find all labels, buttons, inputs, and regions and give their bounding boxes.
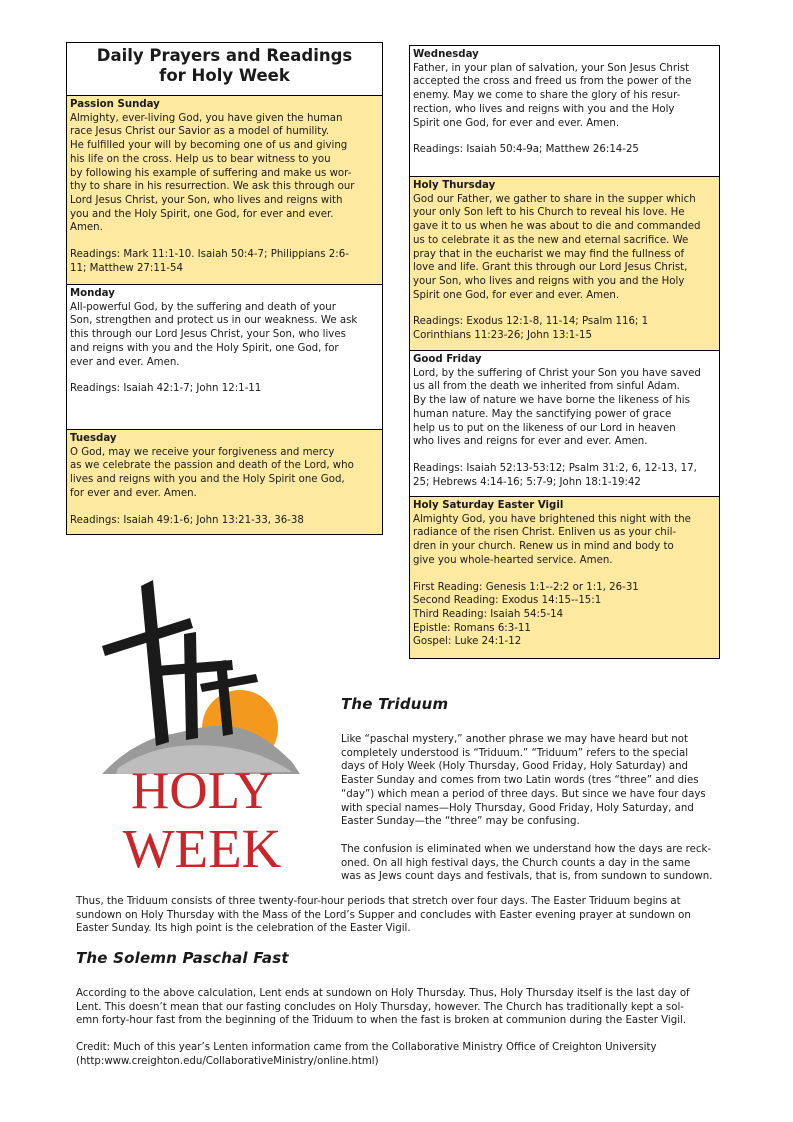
box-title-line1: Daily Prayers and Readings [96,46,353,65]
fast-heading: The Solemn Paschal Fast [76,949,289,967]
fast-paragraph: According to the above calculation, Lent ends at sundown on Holy Thursday. Thus, Holy Thursday itself is the last day of Lent. This doesn’t mean that our fasting concludes on Holy Thursday, however. The Church has traditionally kept a sol- emn forty-hour fast from the beginning of the Triduum to when the fast is broken at communion during the Easter Vigil. [76,988,690,1027]
day-good-friday [410,351,719,497]
day-readings: Readings: Mark 11:1-10. Isaiah 50:4-7; Philippians 2:6- 11; Matthew 27:11-54 [70,249,349,274]
cross-icon [102,580,193,746]
day-name: Wednesday [413,49,479,60]
day-prayer: O God, may we receive your forgiveness and mercy as we celebrate the passion and death of the Lord, who lives and reigns with you and the Holy Spirit one God, for ever and ever. Amen. [70,446,354,499]
box-title-line2: for Holy Week [159,66,290,85]
day-holy-saturday [410,497,719,658]
day-readings: Readings: Exodus 12:1-8, 11-14; Psalm 116; 1 Corinthians 11:23-26; John 13:1-15 [413,316,649,342]
day-prayer: Lord, by the suffering of Christ your Son you have saved us all from the death we inherited from sinful Adam. By the law of nature we have borne the likeness of his human nature. May the sanctifying power of grace help us to put on the likeness of our Lord in heaven who lives and reigns for ever and ever. Amen. [413,367,701,448]
day-prayer: All-powerful God, by the suffering and death of your Son, strengthen and protect us in our weakness. We ask this through our Lord Jesus Christ, your Son, who lives and reigns with you and the Holy Spirit, one God, for ever and ever. Amen. [70,301,358,368]
graphic-word-holy: HOLY [131,762,273,820]
triduum-paragraph-2: The confusion is eliminated when we understand how the days are reck- oned. On all high festival days, the Church counts a day in the same was as Jews count days and festivals, that is, from sundown to sundown. [341,844,713,883]
day-passion-sunday [67,96,382,285]
triduum-heading: The Triduum [341,695,449,713]
day-name: Good Friday [413,354,482,365]
left-prayer-column [66,42,383,535]
crosses-illustration [96,562,308,878]
day-name: Tuesday [70,433,117,444]
day-readings: Readings: Isaiah 49:1-6; John 13:21-33, 36-38 [70,514,304,526]
day-prayer: God our Father, we gather to share in the supper which your only Son left to his Church to reveal his love. He gave it to us when he was about to die and commanded us to celebrate it as the new and eternal sacrifice. We pray that in the eucharist we may find the fullness of love and life. Grant this through our Lord Jesus Christ, your Son, who lives and reigns with you and the Holy Spirit one God, for ever and ever. Amen. [413,193,701,301]
day-readings: Readings: Isaiah 50:4-9a; Matthew 26:14-25 [413,144,639,156]
day-holy-thursday [410,177,719,351]
day-readings: Readings: Isaiah 52:13-53:12; Psalm 31:2, 6, 12-13, 17, 25; Hebrews 4:14-16; 5:7-9; John 18:1-19:42 [413,462,697,488]
day-prayer: Father, in your plan of salvation, your Son Jesus Christ accepted the cross and freed us from the power of the enemy. May we come to share the glory of his resur- rection, who lives and reigns with you and the Holy Spirit one God, for ever and ever. Amen. [413,62,692,129]
right-prayer-column [409,45,720,659]
day-prayer: Almighty God, you have brightened this night with the radiance of the risen Christ. Enliven us as your chil- dren in your church. Renew us in mind and body to give you whole-hearted service. Amen. [413,513,691,566]
day-name: Monday [70,288,115,299]
day-name: Holy Thursday [413,180,496,191]
day-name: Passion Sunday [70,99,160,110]
box-title [67,43,382,96]
graphic-word-week: WEEK [122,818,282,878]
day-monday [67,285,382,430]
credit-note: Credit: Much of this year’s Lenten information came from the Collaborative Ministry Office of Creighton University (http:www.creighton.edu/CollaborativeMinistry/online.html) [76,1042,657,1067]
day-readings: First Reading: Genesis 1:1--2:2 or 1:1, 26-31 Second Reading: Exodus 14:15--15:1 Third Reading: Isaiah 54:5-14 Epistle: Romans 6:3-11 Gospel: Luke 24:1-12 [413,581,639,648]
day-name: Holy Saturday Easter Vigil [413,500,564,511]
day-prayer: Almighty, ever-living God, you have given the human race Jesus Christ our Savior as a model of humility. He fulfilled your will by becoming one of us and giving his life on the cross. Help us to bear witness to you by following his example of suffering and make us wor- thy to share in his resurrection. We ask this through our Lord Jesus Christ, your Son, who lives and reigns with you and the Holy Spirit, one God, for ever and ever. Amen. [70,112,355,234]
holy-week-graphic [96,562,308,878]
day-wednesday [410,46,719,177]
day-readings: Readings: Isaiah 42:1-7; John 12:1-11 [70,383,262,395]
day-tuesday [67,430,382,534]
triduum-paragraph-1: Like “paschal mystery,” another phrase we may have heard but not completely understood is “Triduum.” “Triduum” refers to the special days of Holy Week (Holy Thursday, Good Friday, Holy Saturday) and Easter Sunday and comes from two Latin words (tres “three” and dies “day”) which mean a period of three days. But since we have four days with special names—Holy Thursday, Good Friday, Holy Saturday, and Easter Sunday—the “three” may be confusing. [341,734,706,828]
triduum-paragraph-3: Thus, the Triduum consists of three twenty-four-hour periods that stretch over four days. The Easter Triduum begins at sundown on Holy Thursday with the Mass of the Lord’s Supper and concludes with Easter evening prayer at sundown on Easter Sunday. Its high point is the celebration of the Easter Vigil. [76,896,691,935]
